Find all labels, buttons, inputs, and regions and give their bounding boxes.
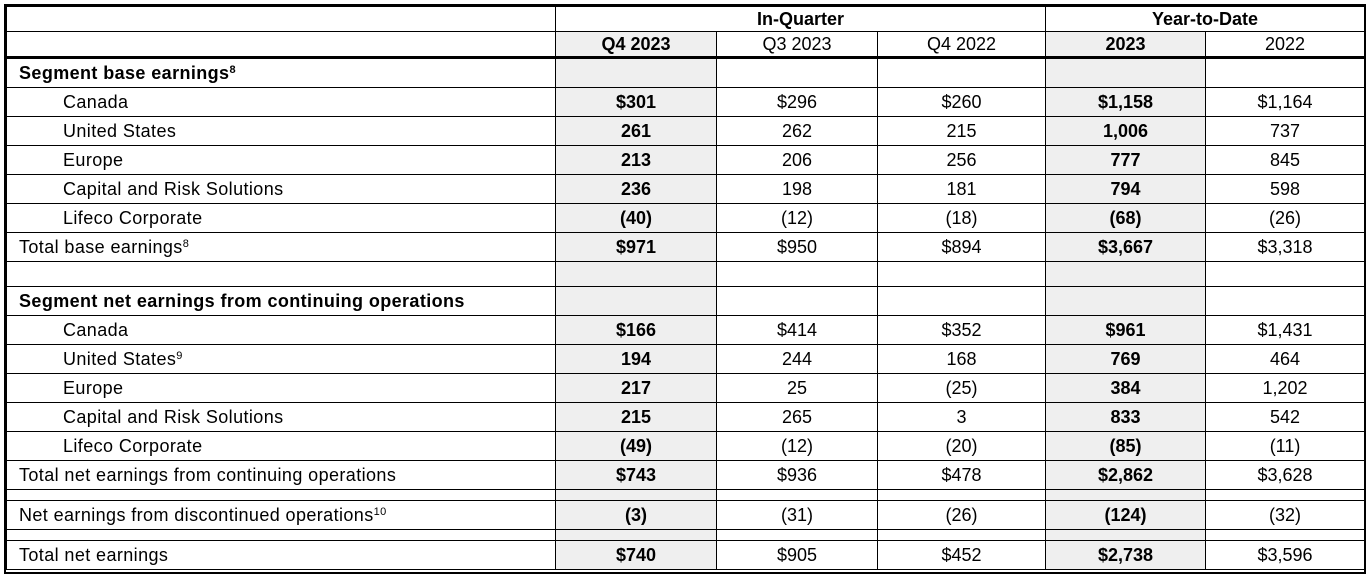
cell-value: $296 <box>717 88 878 117</box>
cell-value: $3,628 <box>1206 461 1365 490</box>
col-header-q4-2022: Q4 2022 <box>878 32 1046 58</box>
section-title-net: Segment net earnings from continuing operations <box>7 287 556 316</box>
table-row <box>7 345 1365 374</box>
cell-value: 206 <box>717 146 878 175</box>
cell-value: 794 <box>1046 175 1206 204</box>
cell-value: 3 <box>878 403 1046 432</box>
cell-value: (12) <box>717 432 878 461</box>
cell-value: 845 <box>1206 146 1365 175</box>
cell-value: 384 <box>1046 374 1206 403</box>
table-row <box>7 117 1365 146</box>
cell-value: 262 <box>717 117 878 146</box>
row-label: Total base earnings$^8$ <box>7 233 556 262</box>
cell-value: $1,158 <box>1046 88 1206 117</box>
spacer-row <box>7 262 1365 287</box>
cell-value: 769 <box>1046 345 1206 374</box>
cell-value: 198 <box>717 175 878 204</box>
spacer-row <box>7 490 1365 501</box>
header-blank <box>7 32 556 58</box>
cell-value: (31) <box>717 501 878 530</box>
total-row <box>7 233 1365 262</box>
row-label: Europe <box>7 374 556 403</box>
spacer-row <box>7 530 1365 541</box>
ytd-header: Year-to-Date <box>1046 7 1365 32</box>
cell-value: (20) <box>878 432 1046 461</box>
cell-value: $3,667 <box>1046 233 1206 262</box>
col-header-q3-2023: Q3 2023 <box>717 32 878 58</box>
cell-value: (85) <box>1046 432 1206 461</box>
cell-value: (11) <box>1206 432 1365 461</box>
table-row <box>7 432 1365 461</box>
row-label: Lifeco Corporate <box>7 204 556 233</box>
in-quarter-header: In-Quarter <box>556 7 1046 32</box>
cell-value: $2,862 <box>1046 461 1206 490</box>
cell-value: $166 <box>556 316 717 345</box>
cell-value: 265 <box>717 403 878 432</box>
col-header-q4-2023: Q4 2023 <box>556 32 717 58</box>
cell-value: $2,738 <box>1046 541 1206 570</box>
header-group-row <box>7 7 1365 32</box>
cell-value: 464 <box>1206 345 1365 374</box>
row-label: Europe <box>7 146 556 175</box>
row-label: Canada <box>7 316 556 345</box>
cell-value: 1,202 <box>1206 374 1365 403</box>
table-row <box>7 146 1365 175</box>
section-title-base: Segment base earnings$^8$ <box>7 58 556 88</box>
cell-value: (32) <box>1206 501 1365 530</box>
cell-value: 181 <box>878 175 1046 204</box>
cell-value: 598 <box>1206 175 1365 204</box>
cell-value: $950 <box>717 233 878 262</box>
section-header-row <box>7 287 1365 316</box>
cell-value: $936 <box>717 461 878 490</box>
col-header-2023: 2023 <box>1046 32 1206 58</box>
grand-total-row <box>7 541 1365 570</box>
segment-earnings-table <box>6 6 1365 570</box>
table-row <box>7 88 1365 117</box>
cell-value: 777 <box>1046 146 1206 175</box>
cell-value: 236 <box>556 175 717 204</box>
col-header-2022: 2022 <box>1206 32 1365 58</box>
cell-value: $1,431 <box>1206 316 1365 345</box>
cell-value: (18) <box>878 204 1046 233</box>
cell-value: (25) <box>878 374 1046 403</box>
cell-value: 261 <box>556 117 717 146</box>
cell-value: 737 <box>1206 117 1365 146</box>
cell-value: $3,596 <box>1206 541 1365 570</box>
cell-value: $352 <box>878 316 1046 345</box>
cell-value: 833 <box>1046 403 1206 432</box>
cell-value: (124) <box>1046 501 1206 530</box>
total-row <box>7 461 1365 490</box>
row-label: Total net earnings <box>7 541 556 570</box>
cell-value: $478 <box>878 461 1046 490</box>
cell-value: $894 <box>878 233 1046 262</box>
earnings-table-frame <box>4 4 1366 574</box>
table-row <box>7 403 1365 432</box>
row-label: Lifeco Corporate <box>7 432 556 461</box>
cell-value: 215 <box>878 117 1046 146</box>
cell-value: $414 <box>717 316 878 345</box>
cell-value: (49) <box>556 432 717 461</box>
row-label: Canada <box>7 88 556 117</box>
cell-value: $452 <box>878 541 1046 570</box>
cell-value: $905 <box>717 541 878 570</box>
discontinued-row <box>7 501 1365 530</box>
cell-value: $743 <box>556 461 717 490</box>
header-column-row <box>7 32 1365 58</box>
cell-value: 215 <box>556 403 717 432</box>
cell-value: 1,006 <box>1046 117 1206 146</box>
header-blank <box>7 7 556 32</box>
cell-value: $1,164 <box>1206 88 1365 117</box>
cell-value: $740 <box>556 541 717 570</box>
cell-value: 256 <box>878 146 1046 175</box>
row-label: United States <box>7 117 556 146</box>
row-label: United States$^9$ <box>7 345 556 374</box>
section-header-row <box>7 58 1365 88</box>
cell-value: 25 <box>717 374 878 403</box>
cell-value: 217 <box>556 374 717 403</box>
cell-value: (26) <box>878 501 1046 530</box>
cell-value: 194 <box>556 345 717 374</box>
cell-value: (40) <box>556 204 717 233</box>
cell-value: (3) <box>556 501 717 530</box>
cell-value: $961 <box>1046 316 1206 345</box>
cell-value: $260 <box>878 88 1046 117</box>
cell-value: $3,318 <box>1206 233 1365 262</box>
cell-value: 168 <box>878 345 1046 374</box>
cell-value: 244 <box>717 345 878 374</box>
table-row <box>7 204 1365 233</box>
cell-value: (12) <box>717 204 878 233</box>
cell-value: (26) <box>1206 204 1365 233</box>
row-label: Capital and Risk Solutions <box>7 403 556 432</box>
row-label: Total net earnings from continuing operations <box>7 461 556 490</box>
cell-value: $301 <box>556 88 717 117</box>
cell-value: (68) <box>1046 204 1206 233</box>
row-label: Capital and Risk Solutions <box>7 175 556 204</box>
cell-value: $971 <box>556 233 717 262</box>
cell-value: 213 <box>556 146 717 175</box>
cell-value: 542 <box>1206 403 1365 432</box>
table-row <box>7 374 1365 403</box>
table-row <box>7 175 1365 204</box>
row-label: Net earnings from discontinued operations$^{10}$ <box>7 501 556 530</box>
table-row <box>7 316 1365 345</box>
